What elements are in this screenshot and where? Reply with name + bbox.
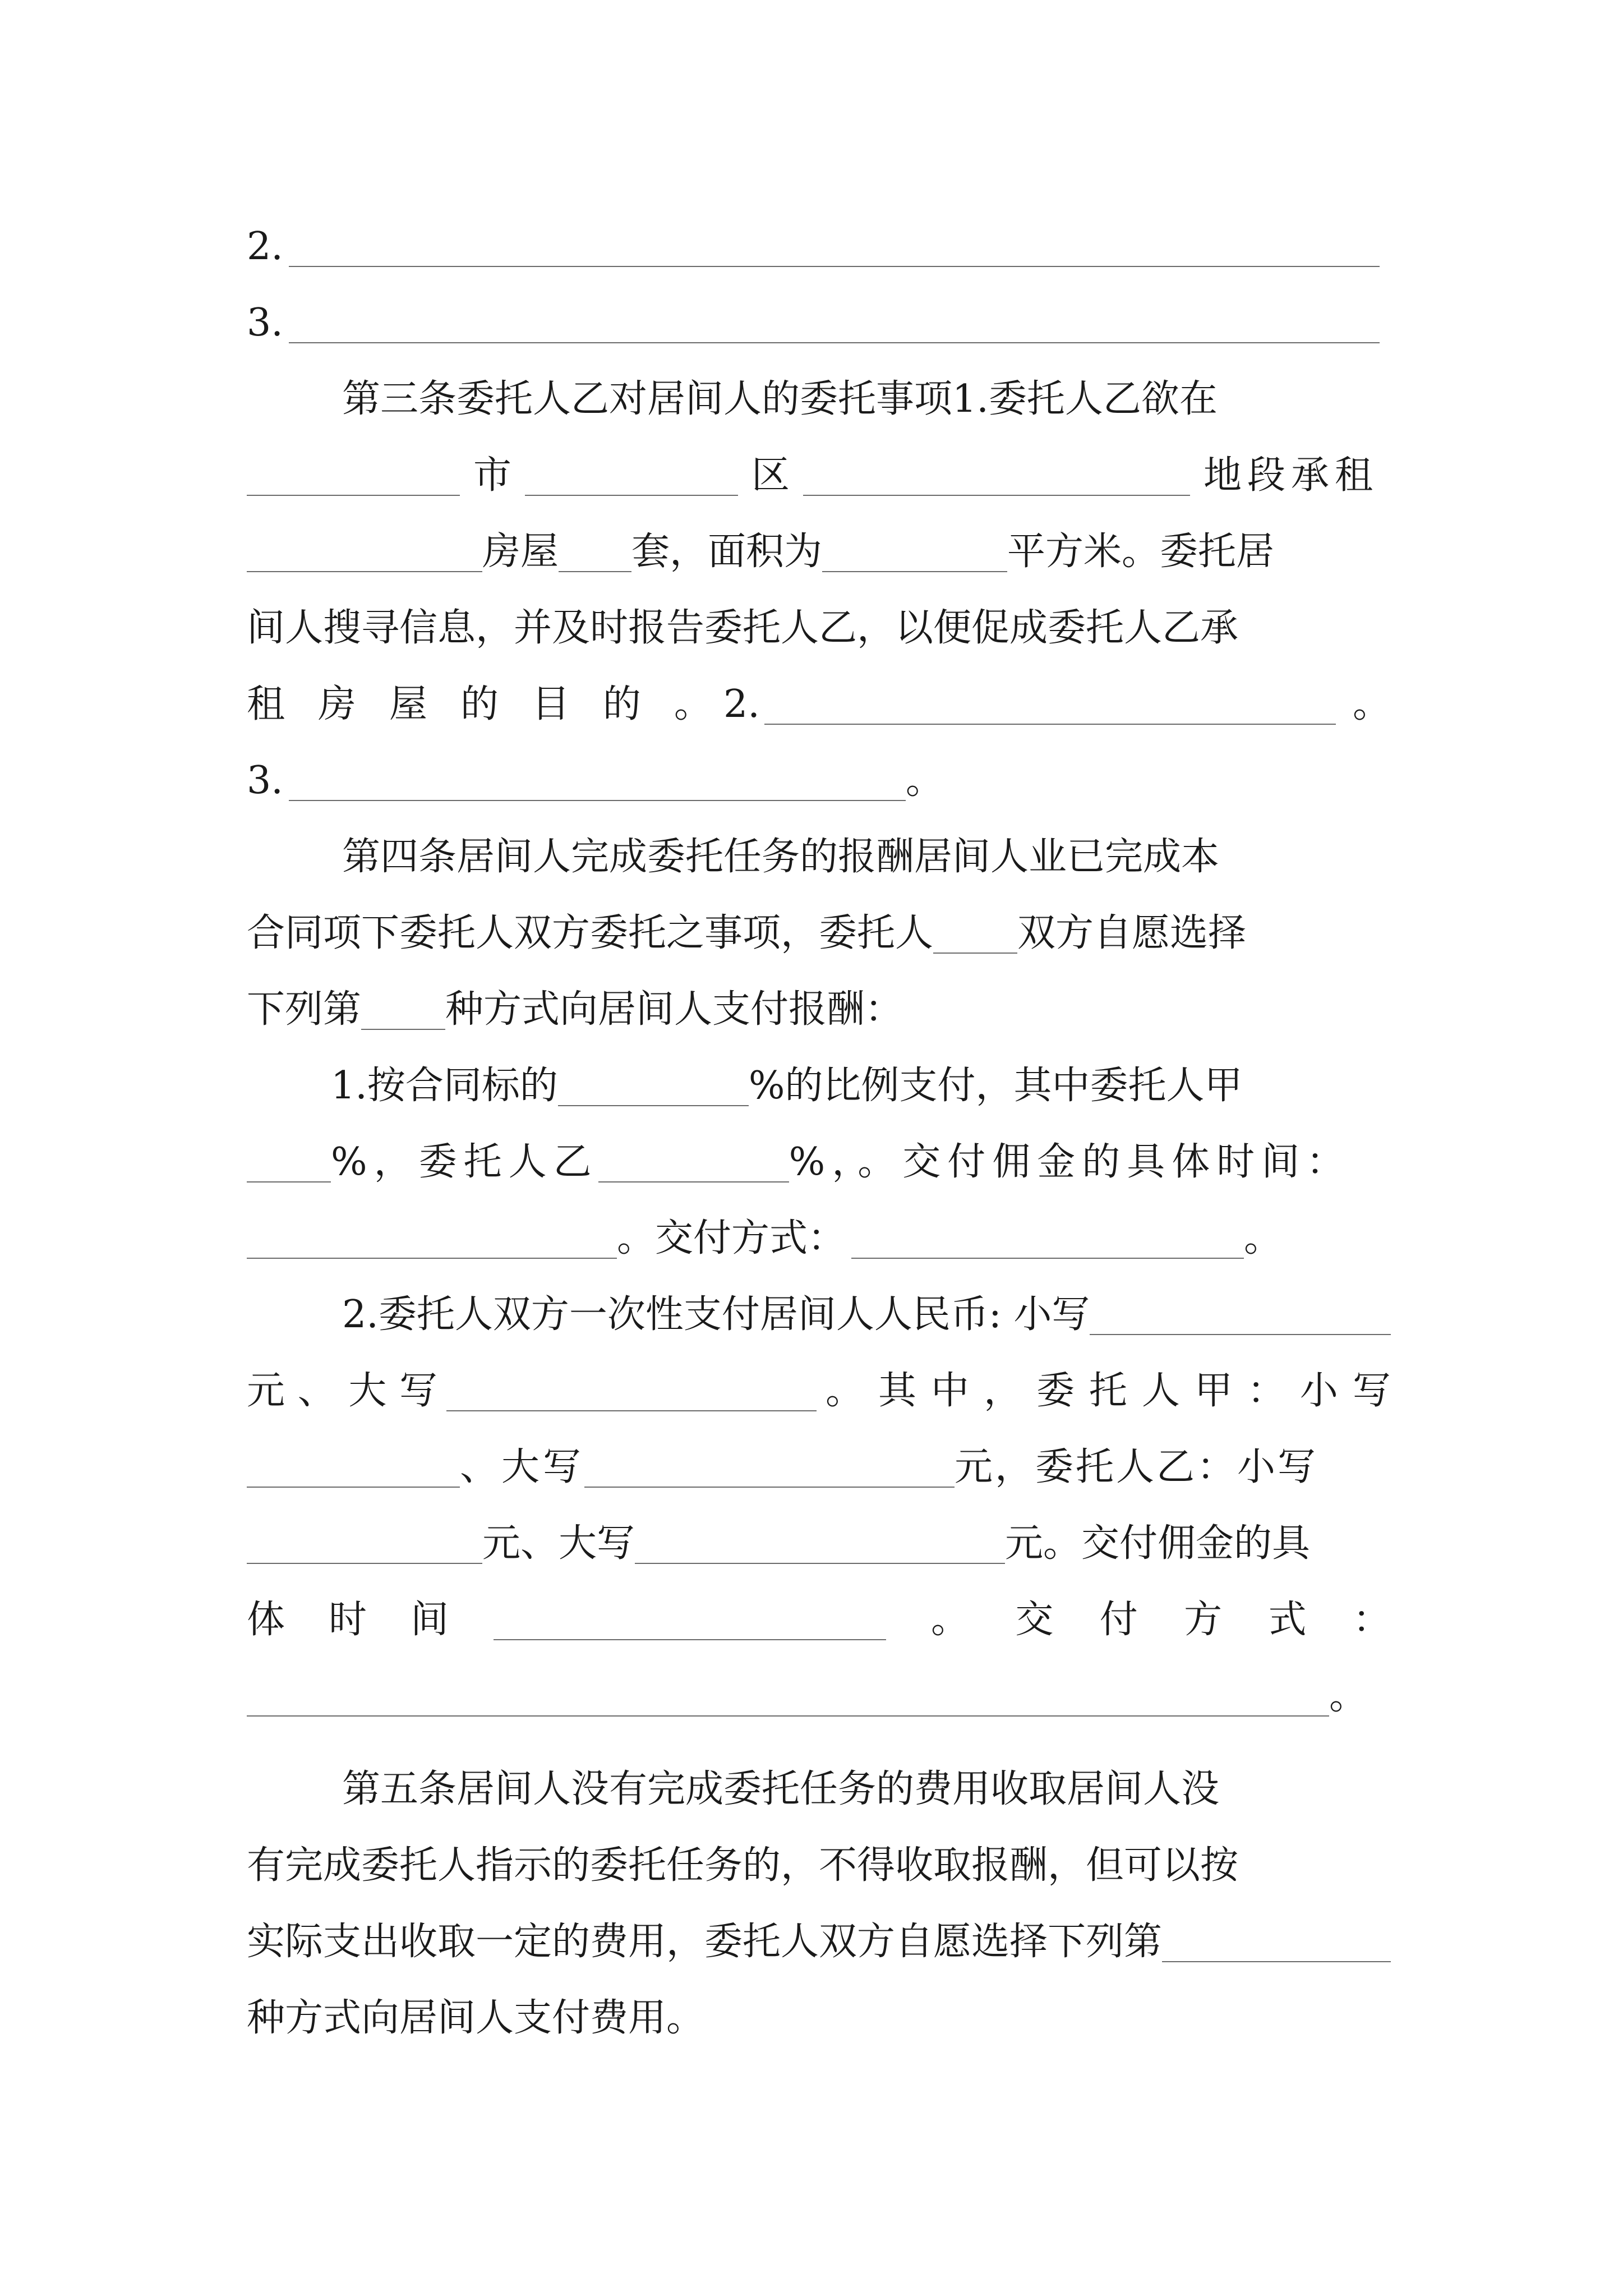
- district-blank[interactable]: [525, 494, 738, 496]
- option-2-text: 。 其 中 ， 委 托 人 甲 ： 小 写: [826, 1369, 1391, 1413]
- party-a-upper-blank[interactable]: [584, 1486, 955, 1488]
- option-2-line2: [247, 1358, 1391, 1425]
- party-b-upper-blank[interactable]: [635, 1562, 1005, 1564]
- item-number: 3.: [247, 758, 283, 803]
- option-1-line3: [247, 1205, 1391, 1272]
- article-4-text: 下列第: [247, 987, 362, 1032]
- amount-upper-blank[interactable]: [446, 1410, 817, 1411]
- payment-method-blank-2[interactable]: [247, 1715, 1329, 1717]
- article-5-text: 种方式向居间人支付费用。: [247, 1996, 705, 2040]
- option-2-text: 元。交付佣金的具: [1005, 1521, 1311, 1566]
- article-4-heading: 第四条居间人完成委托任务的报酬居间人业已完成本: [342, 835, 1220, 879]
- area-blank[interactable]: [803, 494, 1190, 496]
- end-mark: 。: [1352, 682, 1391, 726]
- option-1-text: 。交付方式：: [617, 1216, 846, 1260]
- article-3-heading-line: [342, 366, 1391, 433]
- option-2-text: 。 交 付 方 式 ：: [931, 1598, 1391, 1642]
- fill-blank[interactable]: [764, 723, 1336, 725]
- unit-label: 套，面积为: [631, 530, 823, 574]
- item-2-line: [247, 213, 1391, 280]
- option-2-text: 元，委托人乙：小写: [955, 1445, 1318, 1489]
- item-3-line: [247, 289, 1391, 357]
- city-label: 市: [473, 453, 512, 498]
- area-size-blank[interactable]: [822, 570, 1007, 572]
- house-label: 房屋: [482, 530, 559, 574]
- party-a-lower-blank[interactable]: [247, 1486, 460, 1488]
- article-5-text: 实际支出收取一定的费用，委托人双方自愿选择下列第: [247, 1920, 1163, 1964]
- article-5-line4: [247, 1985, 1391, 2052]
- purpose-text: 租 房 屋 的 目 的 。: [247, 682, 712, 726]
- article-3-item3-line: [247, 747, 1391, 815]
- option-2-line1: [342, 1281, 1391, 1349]
- ratio-blank[interactable]: [558, 1105, 749, 1106]
- method-choice-blank[interactable]: [361, 1028, 445, 1030]
- option-1-line2: [247, 1129, 1391, 1196]
- article-5-text: 有完成委托人指示的委托任务的，不得收取报酬，但可以按: [247, 1843, 1239, 1888]
- method-choice-blank-2[interactable]: [1162, 1961, 1391, 1962]
- party-choice-blank[interactable]: [933, 952, 1017, 954]
- article-4-heading-line: [342, 823, 1391, 891]
- option-1-text: %的比例支付，其中委托人甲: [748, 1064, 1243, 1108]
- article-5-line3: [247, 1908, 1391, 1976]
- end-mark: 。: [1244, 1216, 1283, 1260]
- payment-time-blank-2[interactable]: [494, 1639, 886, 1640]
- option-2-text: 元 、 大 写: [247, 1369, 437, 1413]
- article-5-heading: 第五条居间人没有完成委托任务的费用收取居间人没: [342, 1767, 1220, 1811]
- option-2-text: 、大写: [460, 1445, 585, 1489]
- end-mark: 。: [905, 758, 944, 803]
- option-2-text: 体 时 间: [247, 1598, 449, 1642]
- payment-time-blank[interactable]: [247, 1257, 617, 1259]
- city-blank[interactable]: [247, 494, 460, 496]
- house-type-blank[interactable]: [247, 570, 482, 572]
- fill-blank[interactable]: [289, 799, 906, 801]
- option-2-text: 元、大写: [482, 1521, 635, 1566]
- house-count-blank[interactable]: [559, 570, 631, 572]
- article-3-text: 间人搜寻信息，并及时报告委托人乙，以便促成委托人乙承: [247, 606, 1239, 650]
- party-b-ratio-blank[interactable]: [598, 1181, 789, 1182]
- sqm-label: 平方米。委托居: [1007, 530, 1275, 574]
- article-4-line2: [247, 900, 1391, 967]
- district-label: 区: [751, 453, 790, 498]
- option-1-text: 1.按合同标的: [331, 1064, 558, 1108]
- rent-label: 地段承租: [1204, 453, 1379, 498]
- option-2-line5: [247, 1586, 1391, 1654]
- amount-lower-blank[interactable]: [1090, 1333, 1391, 1335]
- option-2-line4: [247, 1510, 1391, 1577]
- article-3-item1: 1.委托人乙欲在: [952, 377, 1218, 421]
- option-2-text: 2.委托人双方一次性支付居间人人民币: 小写: [342, 1292, 1090, 1337]
- option-1-line1: [331, 1052, 1391, 1120]
- article-4-text: 合同项下委托人双方委托之事项，委托人: [247, 911, 934, 955]
- option-1-text: %，委托人乙: [331, 1140, 598, 1184]
- option-2-line6: [247, 1663, 1391, 1730]
- item-number: 2.: [723, 682, 760, 726]
- article-3-location-line: [247, 442, 1391, 509]
- article-3-text-line: [247, 595, 1391, 662]
- fill-blank[interactable]: [289, 265, 1380, 267]
- article-3-heading: 第三条委托人乙对居间人的委托事项: [342, 377, 953, 421]
- article-4-text: 双方自愿选择: [1017, 911, 1247, 955]
- end-mark: 。: [1329, 1674, 1368, 1718]
- payment-method-blank[interactable]: [851, 1257, 1244, 1259]
- article-4-text: 种方式向居间人支付报酬：: [445, 987, 903, 1032]
- article-3-house-line: [247, 518, 1391, 586]
- party-a-ratio-blank[interactable]: [247, 1181, 331, 1182]
- option-2-line3: [247, 1434, 1391, 1501]
- party-b-lower-blank[interactable]: [247, 1562, 482, 1564]
- option-1-text: %，。交付佣金的具体时间：: [789, 1140, 1352, 1184]
- article-3-purpose-line: [247, 671, 1391, 738]
- article-5-heading-line: [342, 1756, 1391, 1823]
- fill-blank[interactable]: [289, 342, 1380, 343]
- item-number: 2.: [247, 224, 283, 269]
- article-5-line2: [247, 1832, 1391, 1899]
- item-number: 3.: [247, 301, 283, 345]
- article-4-line3: [247, 976, 1391, 1043]
